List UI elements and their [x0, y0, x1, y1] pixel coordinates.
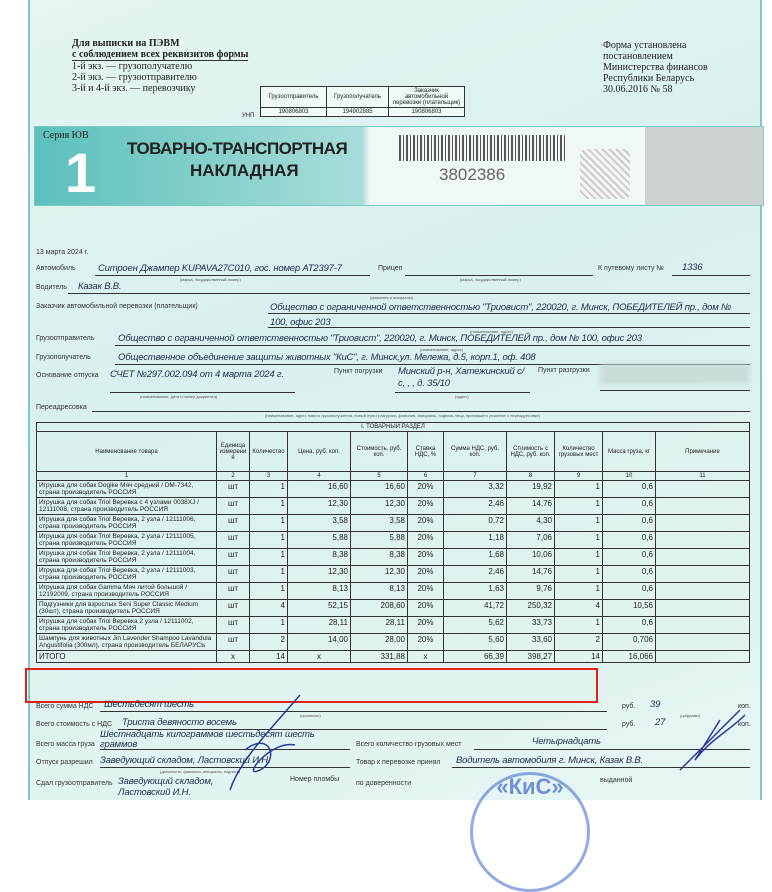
doc-title-1: ТОВАРНО-ТРАНСПОРТНАЯ — [127, 139, 348, 158]
table-cell: 20% — [408, 515, 444, 532]
table-cell: 1 — [250, 583, 288, 600]
column-number: 5 — [351, 472, 408, 481]
table-cell: 28,11 — [288, 617, 351, 634]
table-cell: 14 — [555, 651, 603, 663]
pc-note-subtitle: с соблюдением всех реквизитов формы — [72, 49, 249, 60]
table-cell: x — [408, 651, 444, 663]
table-cell: 0,72 — [444, 515, 507, 532]
handed-label: Сдал грузоотправитель — [36, 780, 113, 787]
table-row — [37, 549, 750, 566]
table-cell: 8,38 — [351, 549, 408, 566]
rub-label: руб. — [622, 703, 636, 710]
table-cell: 5,60 — [444, 634, 507, 651]
table-cell: 20% — [408, 600, 444, 617]
column-number: 6 — [408, 472, 444, 481]
table-cell: 1 — [555, 498, 603, 515]
column-number: 11 — [656, 472, 750, 481]
table-cell: шт — [217, 566, 250, 583]
copy-2: 2-й экз. — грузоотправителю — [72, 72, 197, 83]
table-cell: Игрушка для собак Triol Веревка, 2 узла / 12111006, страна производитель РОССИЯ — [37, 515, 217, 532]
table-cell — [656, 566, 750, 583]
series: Серия ЮВ — [43, 130, 89, 141]
title-band — [34, 126, 764, 206]
accepted-label: Товар к перевозке принял — [356, 759, 441, 766]
security-image — [645, 127, 763, 205]
kop-label: коп. — [738, 703, 751, 710]
table-cell: 1,68 — [444, 549, 507, 566]
table-cell: 1 — [555, 515, 603, 532]
table-cell: 250,32 — [507, 600, 555, 617]
column-number: 2 — [217, 472, 250, 481]
table-cell: 1 — [555, 566, 603, 583]
table-cell: 12,30 — [351, 566, 408, 583]
doc-title-2: НАКЛАДНАЯ — [190, 161, 299, 180]
caption: (наименование, адрес) — [420, 347, 463, 352]
table-cell: 33,60 — [507, 634, 555, 651]
table-cell: 1 — [250, 515, 288, 532]
table-cell: 3,58 — [288, 515, 351, 532]
table-cell: 0,6 — [603, 583, 656, 600]
column-header: Примечание — [656, 432, 750, 472]
table-cell: 8,13 — [288, 583, 351, 600]
accepted-value[interactable]: Водитель автомобиля г. Минск, Казак В.В. — [456, 755, 643, 766]
form-basis-line: 30.06.2016 № 58 — [603, 84, 673, 95]
table-cell — [656, 617, 750, 634]
issued-label: выданной — [600, 777, 633, 784]
table-cell: 1 — [555, 617, 603, 634]
unp-header: Заказчик автомобильной перевозки (плательщик) — [389, 87, 465, 108]
table-cell: Игрушка для собак Triol Веревка 2 узла / 12111002, страна производитель РОССИЯ — [37, 617, 217, 634]
table-cell: 0,6 — [603, 549, 656, 566]
table-cell: Игрушка для собак Triol Веревка, 2 узла / 12111005, страна производитель РОССИЯ — [37, 532, 217, 549]
table-cell: Шампунь для животных Jin Lavender Shampoo Lavandula Angustifolia (300мл), страна производитель БЕЛАРУСЬ — [37, 634, 217, 651]
table-cell: 20% — [408, 617, 444, 634]
table-cell: 20% — [408, 634, 444, 651]
table-cell: 1 — [555, 481, 603, 498]
column-number: 8 — [507, 472, 555, 481]
goods-table — [36, 422, 750, 663]
seal-label: Номер пломбы — [290, 776, 340, 783]
table-cell: шт — [217, 481, 250, 498]
table-cell: 2 — [250, 634, 288, 651]
driver-label: Водитель — [36, 284, 67, 291]
table-cell — [656, 532, 750, 549]
table-cell: 1 — [250, 566, 288, 583]
table-row — [37, 634, 750, 651]
table-cell: 52,15 — [288, 600, 351, 617]
organization-stamp — [470, 772, 590, 892]
table-cell: 1 — [250, 498, 288, 515]
table-cell: 1 — [555, 549, 603, 566]
redirect-label: Переадресовка — [36, 404, 87, 411]
copy-number: 1 — [65, 141, 97, 204]
pc-note-title: Для выписки на ПЭВМ — [72, 38, 180, 49]
table-cell — [656, 600, 750, 617]
customer-value[interactable]: Общество с ограниченной ответственностью "Триовист", 220020, г. Минск, ПОБЕДИТЕЛЕЙ пр., дом № 100, офис 203 — [270, 302, 732, 328]
table-cell: 9,76 — [507, 583, 555, 600]
table-cell: 4 — [555, 600, 603, 617]
table-cell: 10,56 — [603, 600, 656, 617]
table-cell: 8,38 — [288, 549, 351, 566]
table-cell: 1 — [555, 583, 603, 600]
caption: (марка, государственный номер) — [180, 277, 241, 282]
caption: (должность, фамилия, инициалы, подпись) — [160, 769, 241, 774]
caption: (адрес) — [455, 394, 469, 399]
table-cell: 1 — [250, 617, 288, 634]
table-cell: 14,76 — [507, 566, 555, 583]
table-cell — [656, 583, 750, 600]
table-cell: 2 — [555, 634, 603, 651]
table-cell: 20% — [408, 532, 444, 549]
total-row — [37, 651, 750, 663]
hologram — [580, 149, 630, 199]
table-cell: шт — [217, 549, 250, 566]
vat-total-label: Всего сумма НДС — [36, 703, 94, 710]
unp-value: 190806803 — [261, 108, 327, 117]
table-cell — [656, 549, 750, 566]
table-cell: шт — [217, 634, 250, 651]
caption: (прописью) — [300, 713, 321, 718]
vehicle-value[interactable]: Ситроен Джампер KUPAVA27C010, гос. номер AT2397-7 — [98, 263, 342, 274]
unp-table — [260, 86, 465, 117]
table-row — [37, 481, 750, 498]
table-row — [37, 566, 750, 583]
waybill-value[interactable]: 1336 — [682, 262, 703, 273]
total-words[interactable]: Триста девяносто восемь — [122, 717, 237, 728]
table-cell: Игрушка для собак Gamma Мяч литой большой / 12192009, страна производитель РОССИЯ — [37, 583, 217, 600]
form-basis-line: Форма установлена — [603, 40, 687, 51]
form-basis-line: постановлением — [603, 51, 673, 62]
form-basis — [603, 40, 708, 95]
mass-label: Всего масса груза — [36, 741, 95, 748]
caption: (наименование, адрес) — [470, 329, 513, 334]
caption: (наименование, дата и номер документа) — [140, 394, 218, 399]
table-cell: 208,60 — [351, 600, 408, 617]
waybill-label: К путевому листу № — [598, 265, 664, 272]
unp-header: Грузоотправитель — [261, 87, 327, 108]
doc-number: 3802386 — [439, 165, 506, 184]
table-cell: 1 — [250, 532, 288, 549]
table-cell: 7,06 — [507, 532, 555, 549]
trailer-label: Прицеп — [378, 265, 403, 272]
table-cell: 4,30 — [507, 515, 555, 532]
table-row — [37, 617, 750, 634]
table-cell: Игрушка для собак Triol Веревка, 2 узла / 12111004, страна производитель РОССИЯ — [37, 549, 217, 566]
table-cell — [656, 634, 750, 651]
table-cell — [656, 651, 750, 663]
table-cell: 20% — [408, 498, 444, 515]
kop-label: коп. — [738, 721, 751, 728]
table-cell: 66,39 — [444, 651, 507, 663]
table-cell: 20% — [408, 481, 444, 498]
table-cell: ИТОГО — [37, 651, 217, 663]
table-cell: 28,11 — [351, 617, 408, 634]
caption: (цифрами) — [680, 713, 700, 718]
handed-value[interactable]: Заведующий складом, Ластовский И.Н. — [118, 776, 214, 798]
table-cell: 0,6 — [603, 498, 656, 515]
table-cell: шт — [217, 600, 250, 617]
total-vat-label: Всего стоимость с НДС — [36, 721, 113, 728]
date: 13 марта 2024 г. — [36, 249, 89, 256]
table-cell: 20% — [408, 566, 444, 583]
column-header: Стоимость, руб. коп. — [351, 432, 408, 472]
table-cell: 20% — [408, 549, 444, 566]
vat-kop[interactable]: 39 — [650, 699, 661, 710]
column-number: 3 — [250, 472, 288, 481]
table-cell: Подгузники для взрослых Seni Super Classic Medium (30шт), страна производитель РОССИЯ — [37, 600, 217, 617]
unp-value: 190806803 — [389, 108, 465, 117]
table-cell: 3,32 — [444, 481, 507, 498]
shipper-label: Грузоотправитель — [36, 335, 95, 342]
table-cell: Игрушка для собак Dogike Мяч средний / DM-7342, страна производитель РОССИЯ — [37, 481, 217, 498]
consignee-label: Грузополучатель — [36, 354, 91, 361]
table-cell: 16,066 — [603, 651, 656, 663]
table-cell: 1 — [250, 549, 288, 566]
table-row — [37, 583, 750, 600]
table-cell: шт — [217, 515, 250, 532]
proxy-label: по доверенности — [356, 780, 412, 787]
table-cell: 20% — [408, 583, 444, 600]
column-header: Сумма НДС, руб. коп. — [444, 432, 507, 472]
table-cell: 14 — [250, 651, 288, 663]
table-cell: 10,06 — [507, 549, 555, 566]
table-cell: 0,706 — [603, 634, 656, 651]
copy-3: 3-й и 4-й экз. — перевозчику — [72, 83, 196, 94]
stamp-text: «КиС» — [496, 774, 564, 799]
table-cell: 16,60 — [288, 481, 351, 498]
table-cell: 16,60 — [351, 481, 408, 498]
table-cell: 12,30 — [288, 498, 351, 515]
table-cell — [656, 515, 750, 532]
column-header: Количество грузовых мест — [555, 432, 603, 472]
table-cell: x — [217, 651, 250, 663]
unloading-value-blurred — [600, 364, 750, 384]
caption: (марка, государственный номер) — [460, 277, 521, 282]
loading-value[interactable]: Минский р-н, Хатежинский с/с, , , д. 35/10 — [398, 366, 525, 389]
table-cell: шт — [217, 583, 250, 600]
unp-value: 194902885 — [327, 108, 389, 117]
column-header: Ставка НДС, % — [408, 432, 444, 472]
column-header: Количество — [250, 432, 288, 472]
table-row — [37, 498, 750, 515]
rub-label: руб. — [622, 721, 636, 728]
column-number: 1 — [37, 472, 217, 481]
barcode — [399, 135, 565, 161]
table-cell: 5,62 — [444, 617, 507, 634]
table-cell: 41,72 — [444, 600, 507, 617]
unp-header: Грузополучатель — [327, 87, 389, 108]
table-cell: 12,30 — [351, 498, 408, 515]
column-header: Наименование товара — [37, 432, 217, 472]
table-cell: 4 — [250, 600, 288, 617]
basis-value[interactable]: СЧЕТ №297.002.094 от 4 марта 2024 г. — [110, 369, 284, 380]
places-words[interactable]: Четырнадцать — [532, 736, 601, 747]
shipper-value[interactable]: Общество с ограниченной ответственностью "Триовист", 220020, г. Минск, ПОБЕДИТЕЛЕЙ пр., дом № 100, офис 203 — [118, 333, 642, 344]
table-row — [37, 532, 750, 549]
table-cell: 14,00 — [288, 634, 351, 651]
form-basis-line: Министерства финансов — [603, 62, 708, 73]
table-cell: x — [288, 651, 351, 663]
table-row — [37, 600, 750, 617]
release-value[interactable]: Заведующий складом, Ластовский И.Н. — [100, 755, 271, 766]
loading-label: Пункт погрузки — [334, 368, 383, 375]
table-cell: 14,76 — [507, 498, 555, 515]
table-cell: 331,88 — [351, 651, 408, 663]
table-cell: 1,18 — [444, 532, 507, 549]
column-number: 7 — [444, 472, 507, 481]
table-cell: 0,6 — [603, 481, 656, 498]
table-cell: 12,30 — [288, 566, 351, 583]
column-header: Цена, руб. коп. — [288, 432, 351, 472]
column-header: Масса груза, кг — [603, 432, 656, 472]
column-header: Единица измерения — [217, 432, 250, 472]
table-cell: 3,58 — [351, 515, 408, 532]
caption: (наименование, адрес нового грузополучателя, новый пункт разгрузки, фамилия, инициалы, подпись лица, принявшего решение о переадресовке) — [265, 413, 540, 418]
consignee-value[interactable]: Общественное объединение защиты животных "КиС", г. Минск,ул. Мележа, д.5, корп.1, оф. 408 — [118, 352, 536, 363]
table-cell: 19,92 — [507, 481, 555, 498]
table-cell: 0,6 — [603, 566, 656, 583]
form-basis-line: Республики Беларусь — [603, 73, 695, 84]
unp-label: УНП — [242, 113, 255, 119]
column-header: Стоимость с НДС, руб. коп. — [507, 432, 555, 472]
table-cell: 0,6 — [603, 515, 656, 532]
total-kop[interactable]: 27 — [655, 717, 666, 728]
caption: (фамилия и инициалы) — [370, 295, 413, 300]
table-cell: 2,46 — [444, 566, 507, 583]
section-title: I. ТОВАРНЫЙ РАЗДЕЛ — [37, 423, 750, 432]
signature-icon — [200, 690, 320, 800]
table-cell: 1 — [555, 532, 603, 549]
table-cell: 0,6 — [603, 617, 656, 634]
table-cell: 0,6 — [603, 532, 656, 549]
table-cell: шт — [217, 532, 250, 549]
table-cell: 5,88 — [288, 532, 351, 549]
column-number: 10 — [603, 472, 656, 481]
table-cell: шт — [217, 498, 250, 515]
vat-total-words[interactable]: Шестьдесят шесть — [104, 699, 194, 710]
table-cell: 5,88 — [351, 532, 408, 549]
column-number: 9 — [555, 472, 603, 481]
places-label: Всего количество грузовых мест — [356, 741, 462, 748]
table-cell: 1 — [250, 481, 288, 498]
copy-1: 1-й экз. — грузополучателю — [72, 61, 193, 72]
table-row — [37, 515, 750, 532]
table-cell: Игрушка для собак Triol Веревка с 4 узлами 0038XJ / 12111008, страна производитель РОССИЯ — [37, 498, 217, 515]
signature-icon — [660, 700, 750, 780]
table-cell: Игрушка для собак Triol Веревка, 2 узла / 12111003, страна производитель РОССИЯ — [37, 566, 217, 583]
table-cell: 398,27 — [507, 651, 555, 663]
table-cell: 2,46 — [444, 498, 507, 515]
unloading-label: Пункт разгрузки — [538, 367, 590, 374]
table-cell — [656, 481, 750, 498]
table-cell: 8,13 — [351, 583, 408, 600]
table-cell — [656, 498, 750, 515]
driver-value[interactable]: Казак В.В. — [78, 281, 122, 292]
customer-label: Заказчик автомобильной перевозки (плательщик) — [36, 303, 198, 310]
mass-words[interactable]: Шестнадцать килограммов шестьдесят шесть граммов — [100, 729, 315, 750]
table-cell: шт — [217, 617, 250, 634]
release-label: Отпуск разрешил — [36, 759, 93, 766]
table-cell: 1,63 — [444, 583, 507, 600]
table-cell: 33,73 — [507, 617, 555, 634]
table-cell: 28,00 — [351, 634, 408, 651]
column-number: 4 — [288, 472, 351, 481]
basis-label: Основание отпуска — [36, 372, 99, 379]
vehicle-label: Автомобиль — [36, 265, 76, 272]
